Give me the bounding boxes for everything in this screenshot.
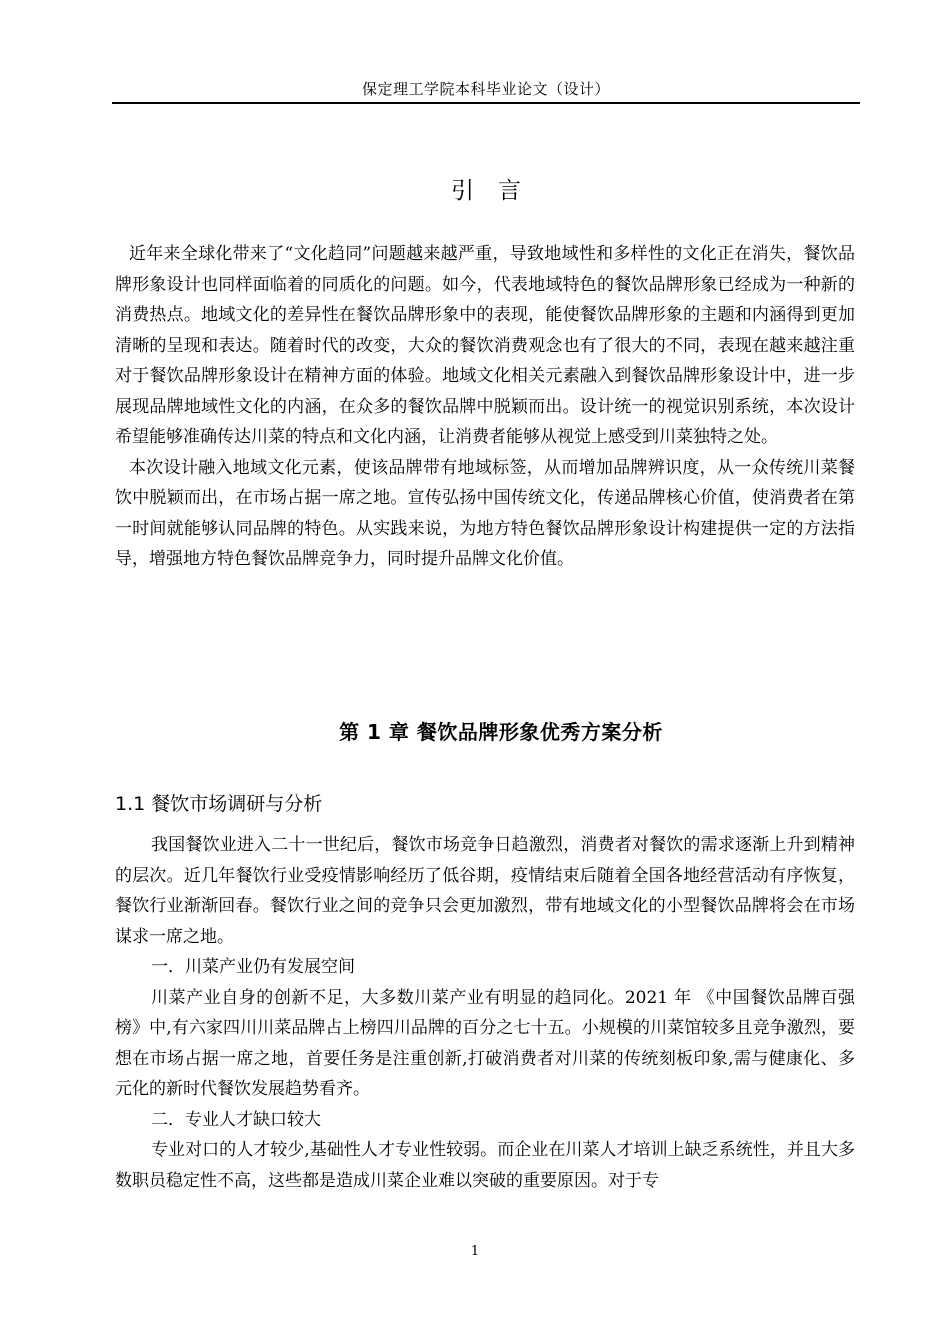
intro-heading: 引言 [451,178,545,204]
intro-paragraph-2: 本次设计融入地域文化元素，使该品牌带有地域标签，从而增加品牌辨识度，从一众传统川菜餐饮中脱颖而出，在市场占据一席之地。宣传弘扬中国传统文化，传递品牌核心价值，使消费者在第一时间就能够认同品牌的特色。从实践来说，为地方特色餐饮品牌形象设计构建提供一定的方法指导，增强地方特色餐饮品牌竞争力，同时提升品牌文化价值。 [115,457,855,569]
section-paragraph-2: 川菜产业自身的创新不足，大多数川菜产业有明显的趋同化。2021 年 《中国餐饮品牌百强榜》中,有六家四川川菜品牌占上榜四川品牌的百分之七十五。小规模的川菜馆较多且竞争激烈，要想在市场占据一席之地，首要任务是注重创新,打破消费者对川菜的传统刻板印象,需与健康化、多元化的新时代餐饮发展趋势看齐。 [115,987,855,1099]
intro-body [115,239,855,575]
subheading-talent-gap: 二．专业人才缺口较大 [151,1109,321,1130]
section-paragraph-3: 专业对口的人才较少,基础性人才专业性较弱。而企业在川菜人才培训上缺乏系统性，并且大多数职员稳定性不高，这些都是造成川菜企业难以突破的重要原因。对于专 [115,1140,855,1191]
page-header [112,72,860,104]
section-paragraph-1: 我国餐饮业进入二十一世纪后，餐饮市场竞争日趋激烈，消费者对餐饮的需求逐渐上升到精神的层次。近几年餐饮行业受疫情影响经历了低谷期，疫情结束后随着全国各地经营活动有序恢复，餐饮行业渐渐回春。餐饮行业之间的竞争只会更加激烈，带有地域文化的小型餐饮品牌将会在市场谋求一席之地。 [115,835,855,947]
intro-paragraph-1: 近年来全球化带来了“文化趋同”问题越来越严重，导致地域性和多样性的文化正在消失，餐饮品牌形象设计也同样面临着的同质化的问题。如今，代表地域特色的餐饮品牌形象已经成为一种新的消费热点。地域文化的差异性在餐饮品牌形象中的表现，能使餐饮品牌形象的主题和内涵得到更加清晰的呈现和表达。随着时代的改变，大众的餐饮消费观念也有了很大的不同，表现在越来越注重对于餐饮品牌形象设计在精神方面的体验。地域文化相关元素融入到餐饮品牌形象设计中，进一步展现品牌地域性文化的内涵，在众多的餐饮品牌中脱颖而出。设计统一的视觉识别系统，本次设计希望能够准确传达川菜的特点和文化内涵，让消费者能够从视觉上感受到川菜独特之处。 [115,244,855,447]
chapter-heading: 第 1 章 餐饮品牌形象优秀方案分析 [339,720,663,744]
section-heading: 1.1 餐饮市场调研与分析 [115,793,323,815]
subheading-sichuan-industry: 一．川菜产业仍有发展空间 [151,957,355,977]
section-body [115,830,855,1196]
page-number: 1 [470,1244,480,1259]
header-title: 保定理工学院本科毕业论文（设计） [361,80,610,98]
